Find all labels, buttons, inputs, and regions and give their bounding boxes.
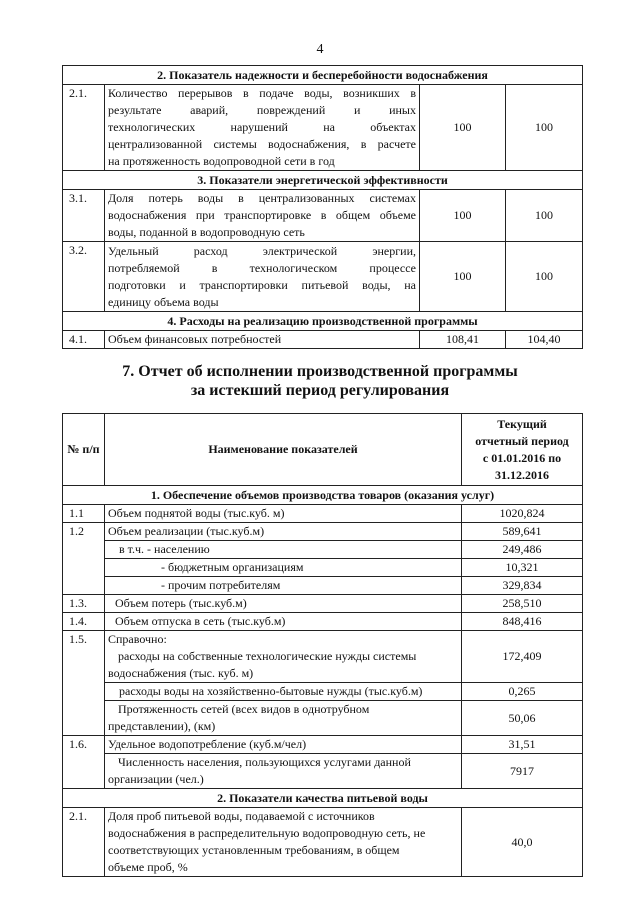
row-number: 1.2 [63, 523, 105, 595]
indicators-table [62, 65, 583, 349]
value-cell: 108,41 [420, 331, 506, 349]
value-cell: 100 [506, 190, 583, 242]
row-name: Объем потерь (тыс.куб.м) [105, 595, 462, 613]
row-description: Объем финансовых потребностей [105, 331, 420, 349]
value-cell: 10,321 [462, 559, 583, 577]
value-cell: 100 [420, 85, 506, 171]
row-name: в т.ч. - населению [105, 541, 462, 559]
row-number: 2.1. [63, 808, 105, 877]
value-cell: 100 [506, 85, 583, 171]
value-cell: 172,409 [462, 631, 583, 683]
section-energy: 3. Показатели энергетической эффективности [63, 171, 583, 190]
value-cell: 100 [420, 190, 506, 242]
header-num: № п/п [63, 414, 105, 486]
report-table [62, 413, 583, 877]
row-name: Удельное водопотребление (куб.м/чел) [105, 736, 462, 754]
row-number: 2.1. [63, 85, 105, 171]
value-cell: 7917 [462, 754, 583, 789]
section-reliability: 2. Показатель надежности и бесперебойности водоснабжения [63, 66, 583, 85]
row-description: Доля потерь воды в централизованных системах водоснабжения при транспортировке в общем объеме воды, поданной в водопроводную сеть [105, 190, 420, 242]
value-cell: 258,510 [462, 595, 583, 613]
row-name: Численность населения, пользующихся услугами данной организации (чел.) [105, 754, 462, 789]
row-name: расходы воды на хозяйственно-бытовые нужды (тыс.куб.м) [105, 683, 462, 701]
row-name: - бюджетным организациям [105, 559, 462, 577]
row-description: Количество перерывов в подаче воды, возникших в результате аварий, повреждений и иных технологических нарушений на объектах централизованной системы водоснабжения, в расчете на протяженность водопроводной сети в год [105, 85, 420, 171]
value-cell: 589,641 [462, 523, 583, 541]
row-name: Объем реализации (тыс.куб.м) [105, 523, 462, 541]
header-period: Текущий отчетный период с 01.01.2016 по 31.12.2016 [462, 414, 583, 486]
value-cell: 329,834 [462, 577, 583, 595]
value-cell: 848,416 [462, 613, 583, 631]
row-name: Справочно: расходы на собственные технологические нужды системы водоснабжения (тыс. куб. м) [105, 631, 462, 683]
section-expenses: 4. Расходы на реализацию производственной программы [63, 312, 583, 331]
row-name: - прочим потребителям [105, 577, 462, 595]
section-production: 1. Обеспечение объемов производства товаров (оказания услуг) [63, 486, 583, 505]
row-number: 1.6. [63, 736, 105, 789]
row-name: Доля проб питьевой воды, подаваемой с источников водоснабжения в распределительную водопроводную сеть, не соответствующих установленным требованиям, в общем объеме проб, % [105, 808, 462, 877]
row-name: Объем поднятой воды (тыс.куб. м) [105, 505, 462, 523]
value-cell: 31,51 [462, 736, 583, 754]
value-cell: 0,265 [462, 683, 583, 701]
value-cell: 1020,824 [462, 505, 583, 523]
row-name: Протяженность сетей (всех видов в однотрубном представлении), (км) [105, 701, 462, 736]
page-number: 4 [316, 42, 324, 57]
row-number: 1.4. [63, 613, 105, 631]
value-cell: 104,40 [506, 331, 583, 349]
row-name: Объем отпуска в сеть (тыс.куб.м) [105, 613, 462, 631]
value-cell: 100 [506, 242, 583, 312]
row-description: Удельный расход электрической энергии, потребляемой в технологическом процессе подготовки и транспортировки питьевой воды, на единицу объема воды [105, 242, 420, 312]
row-number: 3.2. [63, 242, 105, 312]
row-number: 1.5. [63, 631, 105, 736]
row-number: 1.1 [63, 505, 105, 523]
value-cell: 40,0 [462, 808, 583, 877]
value-cell: 249,486 [462, 541, 583, 559]
value-cell: 50,06 [462, 701, 583, 736]
value-cell: 100 [420, 242, 506, 312]
header-name: Наименование показателей [105, 414, 462, 486]
row-number: 4.1. [63, 331, 105, 349]
section-quality: 2. Показатели качества питьевой воды [63, 789, 583, 808]
report-title: 7. Отчет об исполнении производственной программы за истекший период регулирования [122, 363, 518, 399]
row-number: 1.3. [63, 595, 105, 613]
row-number: 3.1. [63, 190, 105, 242]
